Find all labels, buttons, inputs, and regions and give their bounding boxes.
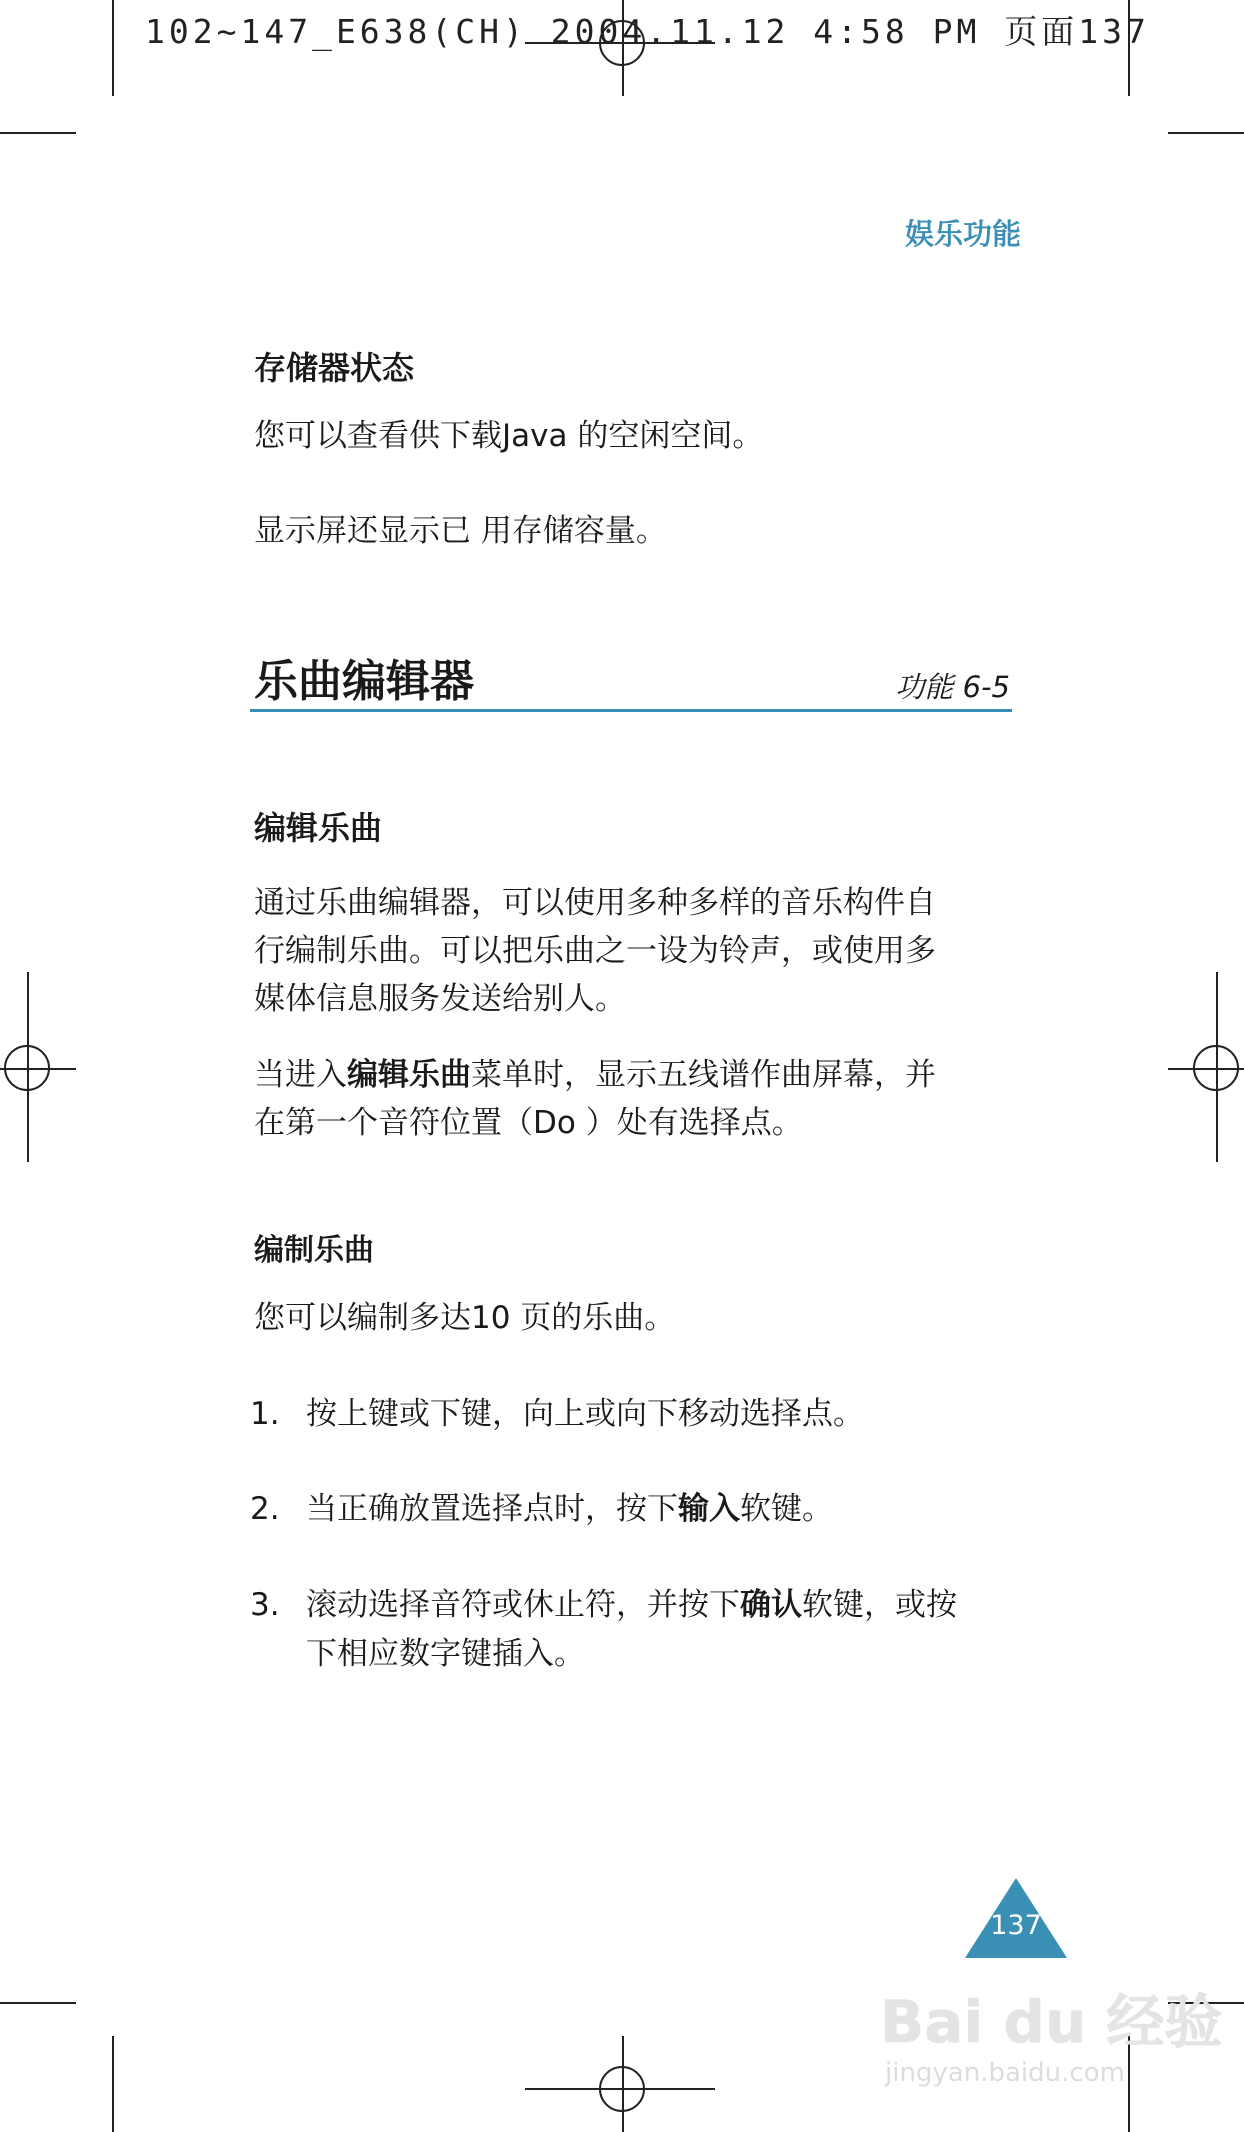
crop-mark [0, 2002, 76, 2004]
step-3-continuation: 下相应数字键插入。 [306, 1636, 585, 1672]
registration-mark-circle [4, 1045, 50, 1091]
compose-heading: 编制乐曲 [254, 1233, 374, 1268]
softkey-name: 输入 [678, 1491, 740, 1527]
section-title: 乐曲编辑器 [254, 656, 474, 707]
step-text: 按上键或下键，向上或向下移动选择点。 [306, 1396, 864, 1432]
step-3 [250, 1580, 957, 1630]
step-number: 2. [250, 1491, 280, 1527]
edit-music-intro-line-1: 通过乐曲编辑器，可以使用多种多样的音乐构件自 [254, 885, 936, 921]
registration-mark-circle [1193, 1045, 1239, 1091]
step-1 [250, 1389, 864, 1439]
section-divider [250, 709, 1012, 712]
edit-music-entry-line-2: 在第一个音符位置（Do ）处有选择点。 [254, 1105, 803, 1141]
edit-music-intro-line-2: 行编制乐曲。可以把乐曲之一设为铃声，或使用多 [254, 933, 936, 969]
step-number: 3. [250, 1587, 280, 1623]
watermark-logo: Bai du 经验 [880, 1988, 1223, 2056]
entry-text-before: 当进入 [254, 1057, 347, 1093]
running-head: 娱乐功能 [905, 217, 1022, 251]
step-2 [250, 1484, 833, 1534]
step-text-after: 软键。 [740, 1491, 833, 1527]
registration-mark-circle [599, 2066, 645, 2112]
softkey-name: 确认 [740, 1587, 802, 1623]
step-text-before: 当正确放置选择点时，按下 [306, 1491, 678, 1527]
entry-text-after: 菜单时，显示五线谱作曲屏幕，并 [471, 1057, 936, 1093]
edit-music-entry-line-1 [254, 1051, 936, 1099]
crop-mark [112, 2036, 114, 2132]
edit-music-heading: 编辑乐曲 [254, 809, 383, 847]
step-text-after: 软键，或按 [802, 1587, 957, 1623]
compose-intro: 您可以编制多达10 页的乐曲。 [254, 1300, 676, 1336]
crop-mark [0, 132, 76, 134]
crop-mark [112, 0, 114, 96]
memory-status-heading: 存储器状态 [254, 349, 415, 387]
page-number: 137 [990, 1910, 1042, 1941]
crop-mark [1168, 132, 1244, 134]
memory-status-line-1: 您可以查看供下载Java 的空闲空间。 [254, 418, 764, 454]
edit-music-menu-name: 编辑乐曲 [347, 1057, 471, 1093]
memory-status-line-2: 显示屏还显示已 用存储容量。 [254, 513, 667, 549]
step-text-before: 滚动选择音符或休止符，并按下 [306, 1587, 740, 1623]
step-number: 1. [250, 1396, 280, 1432]
watermark-url: jingyan.baidu.com [885, 2058, 1125, 2088]
print-header: 102~147_E638(CH) 2004.11.12 4:58 PM 页面137 [145, 12, 1150, 51]
edit-music-intro-line-3: 媒体信息服务发送给别人。 [254, 981, 626, 1017]
section-function-ref: 功能 6-5 [895, 670, 1010, 704]
